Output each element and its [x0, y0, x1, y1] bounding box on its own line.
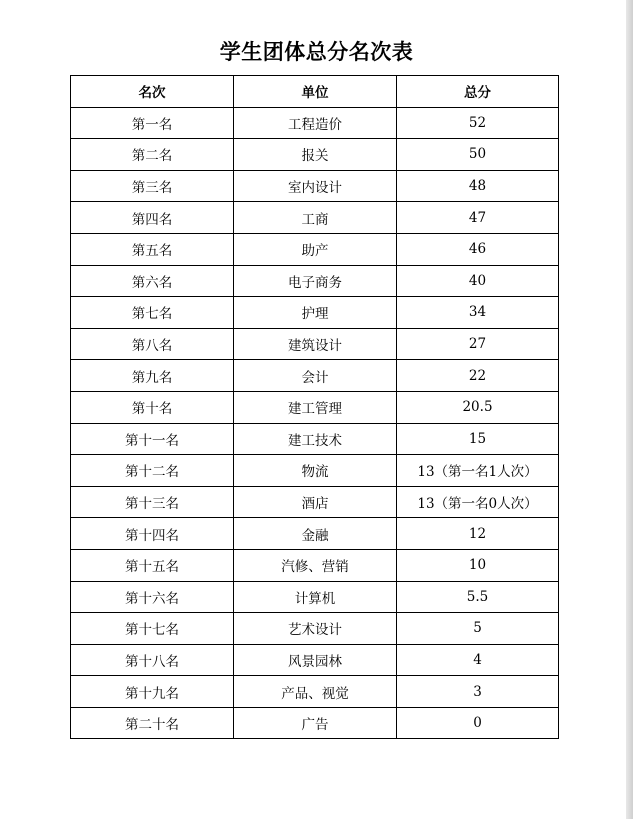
unit-cell: 工商 [234, 202, 397, 234]
table-row [71, 139, 559, 171]
unit-cell: 酒店 [234, 486, 397, 518]
rank-cell: 第十八名 [71, 644, 234, 676]
unit-cell: 建工技术 [234, 423, 397, 455]
unit-cell: 产品、视觉 [234, 676, 397, 708]
table-header-row [71, 76, 559, 108]
rank-cell: 第一名 [71, 107, 234, 139]
rank-cell: 第十二名 [71, 455, 234, 487]
unit-cell: 工程造价 [234, 107, 397, 139]
rank-cell: 第九名 [71, 360, 234, 392]
page-title: 学生团体总分名次表 [219, 40, 414, 64]
score-cell: 13（第一名0人次） [397, 486, 559, 518]
score-cell: 3 [397, 676, 559, 708]
unit-cell: 电子商务 [234, 265, 397, 297]
rank-cell: 第十七名 [71, 613, 234, 645]
rank-cell: 第七名 [71, 297, 234, 329]
unit-cell: 广告 [234, 707, 397, 739]
score-cell: 10 [397, 549, 559, 581]
table-row [71, 581, 559, 613]
score-cell: 4 [397, 644, 559, 676]
score-cell: 5 [397, 613, 559, 645]
unit-cell: 助产 [234, 233, 397, 265]
unit-cell: 会计 [234, 360, 397, 392]
rank-cell: 第十一名 [71, 423, 234, 455]
score-cell: 0 [397, 707, 559, 739]
page-edge-shadow [626, 0, 633, 819]
rank-cell: 第十三名 [71, 486, 234, 518]
table-row [71, 613, 559, 645]
unit-cell: 风景园林 [234, 644, 397, 676]
score-cell: 22 [397, 360, 559, 392]
rank-cell: 第十六名 [71, 581, 234, 613]
header-rank: 名次 [71, 76, 234, 108]
table-row [71, 549, 559, 581]
unit-cell: 计算机 [234, 581, 397, 613]
unit-cell: 室内设计 [234, 170, 397, 202]
table-body [71, 107, 559, 739]
table-row [71, 360, 559, 392]
score-cell: 34 [397, 297, 559, 329]
table-row [71, 328, 559, 360]
table-row [71, 644, 559, 676]
score-cell: 46 [397, 233, 559, 265]
rank-cell: 第二名 [71, 139, 234, 171]
table-row [71, 297, 559, 329]
unit-cell: 物流 [234, 455, 397, 487]
table-row [71, 676, 559, 708]
rank-cell: 第十五名 [71, 549, 234, 581]
unit-cell: 金融 [234, 518, 397, 550]
table-row [71, 233, 559, 265]
table-row [71, 202, 559, 234]
unit-cell: 报关 [234, 139, 397, 171]
score-cell: 15 [397, 423, 559, 455]
unit-cell: 建工管理 [234, 391, 397, 423]
table-row [71, 170, 559, 202]
rank-cell: 第八名 [71, 328, 234, 360]
table-row [71, 265, 559, 297]
ranking-table [70, 75, 559, 739]
score-cell: 48 [397, 170, 559, 202]
table-row [71, 518, 559, 550]
table-row [71, 486, 559, 518]
table-row [71, 423, 559, 455]
score-cell: 20.5 [397, 391, 559, 423]
rank-cell: 第二十名 [71, 707, 234, 739]
unit-cell: 护理 [234, 297, 397, 329]
rank-cell: 第六名 [71, 265, 234, 297]
rank-cell: 第十名 [71, 391, 234, 423]
unit-cell: 艺术设计 [234, 613, 397, 645]
score-cell: 47 [397, 202, 559, 234]
table-row [71, 107, 559, 139]
rank-cell: 第十九名 [71, 676, 234, 708]
score-cell: 5.5 [397, 581, 559, 613]
score-cell: 50 [397, 139, 559, 171]
header-score: 总分 [397, 76, 559, 108]
score-cell: 40 [397, 265, 559, 297]
score-cell: 12 [397, 518, 559, 550]
unit-cell: 汽修、营销 [234, 549, 397, 581]
table-row [71, 391, 559, 423]
table-row [71, 707, 559, 739]
score-cell: 13（第一名1人次） [397, 455, 559, 487]
score-cell: 52 [397, 107, 559, 139]
rank-cell: 第三名 [71, 170, 234, 202]
unit-cell: 建筑设计 [234, 328, 397, 360]
rank-cell: 第十四名 [71, 518, 234, 550]
rank-cell: 第四名 [71, 202, 234, 234]
rank-cell: 第五名 [71, 233, 234, 265]
header-unit: 单位 [234, 76, 397, 108]
score-cell: 27 [397, 328, 559, 360]
table-row [71, 455, 559, 487]
